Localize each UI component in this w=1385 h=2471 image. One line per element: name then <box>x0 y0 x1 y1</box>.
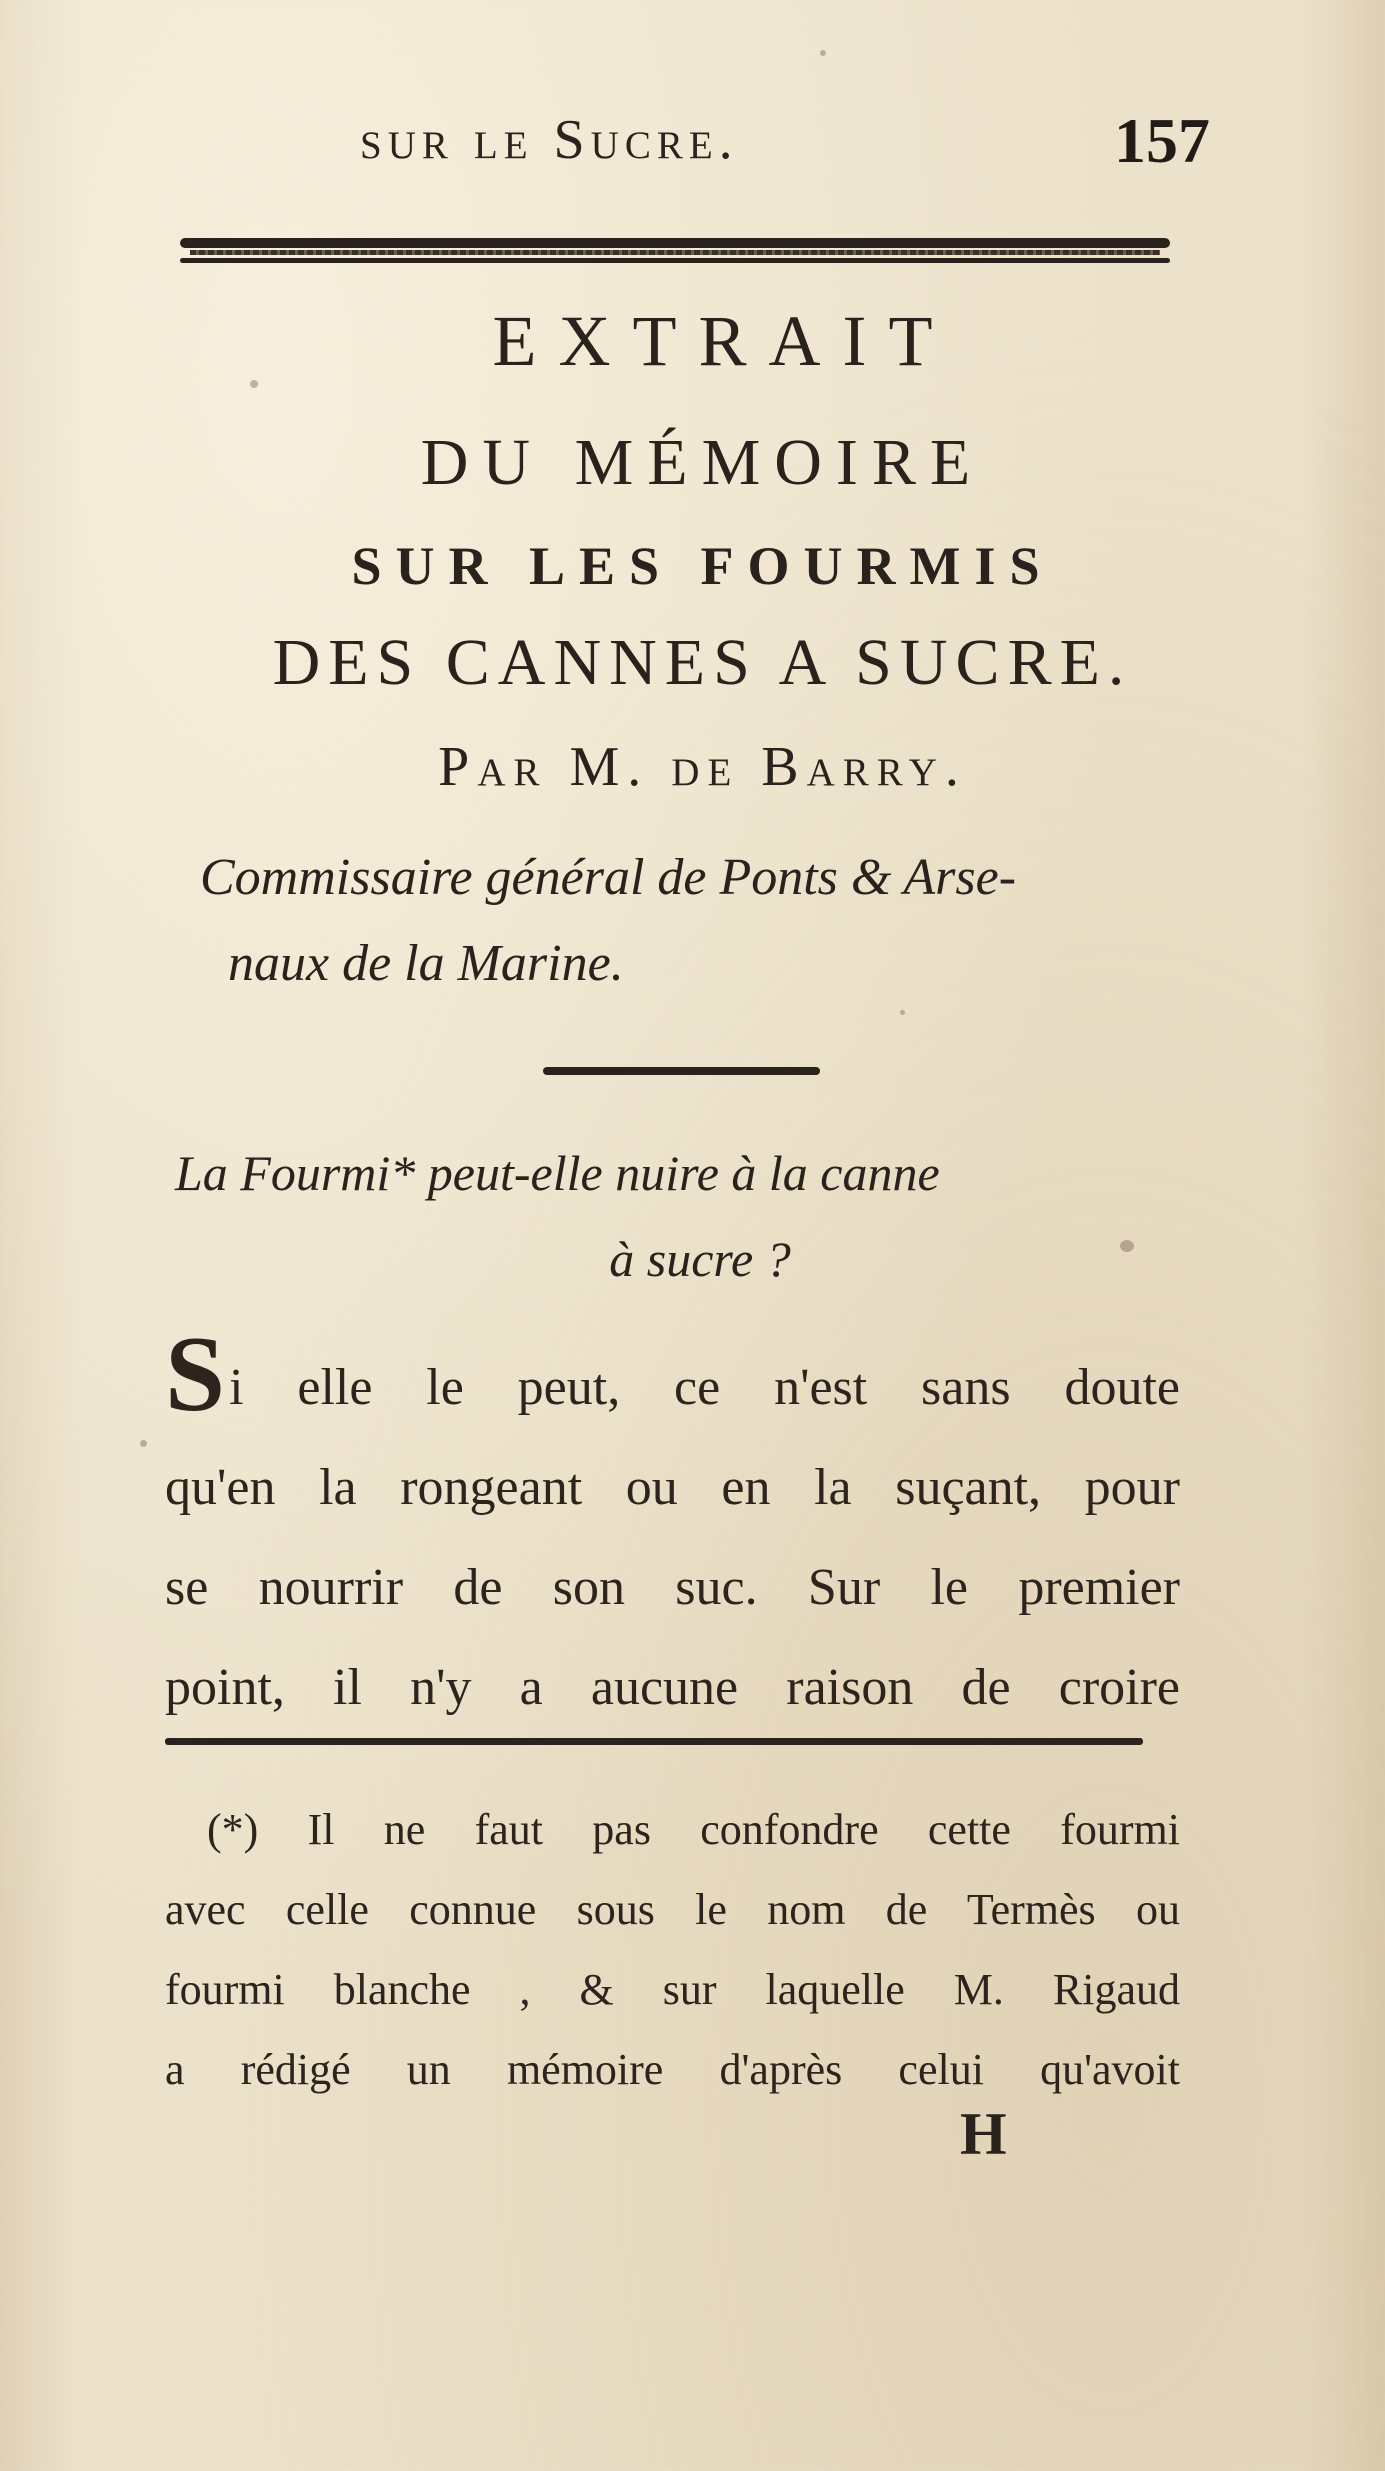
rule-thick-line <box>180 238 1170 248</box>
title-author: Par M. de Barry. <box>438 736 967 798</box>
question-line-2: à sucre ? <box>609 1231 791 1287</box>
drop-cap: S <box>165 1315 226 1434</box>
body-line-4: point, il n'y a aucune raison de croire <box>165 1659 1180 1716</box>
ornamental-rule <box>180 232 1170 270</box>
author-role <box>200 835 1200 1007</box>
footnote-line-2: avec celle connue sous le nom de Termès ou <box>165 1885 1180 1934</box>
running-title: sur le Sucre. <box>360 109 739 171</box>
paper-speck <box>140 1440 147 1447</box>
footnote-line-3: fourmi blanche , & sur laquelle M. Rigaud <box>165 1965 1180 2014</box>
body-line-2: qu'en la rongeant ou en la suçant, pour <box>165 1459 1180 1516</box>
title-memoire: DU MÉMOIRE <box>420 426 985 499</box>
body-line-1 <box>165 1315 1180 1438</box>
footnote-line-1: (*) Il ne faut pas confondre cette fourmi <box>207 1805 1180 1854</box>
running-head <box>360 100 1210 180</box>
body-line-3: se nourrir de son suc. Sur le premier <box>165 1559 1180 1616</box>
author-role-line-1: Commissaire général de Ponts & Arse- <box>200 849 1017 906</box>
paper-speck <box>820 50 826 56</box>
title-fourmis: SUR LES FOURMIS <box>351 536 1054 596</box>
body-line-1-text: i elle le peut, ce n'est sans doute <box>229 1359 1180 1416</box>
title-cannes: DES CANNES A SUCRE. <box>272 626 1133 699</box>
question-heading <box>175 1130 1185 1302</box>
paper-speck <box>900 1010 905 1015</box>
rule-decorative-line <box>190 250 1160 255</box>
body-paragraph <box>165 1315 1180 1738</box>
footnote-line-4: a rédigé un mémoire d'après celui qu'avoit <box>165 2045 1180 2094</box>
paper-speck <box>250 380 258 388</box>
signature-mark: H <box>960 2101 1007 2167</box>
paper-speck <box>1120 1240 1134 1252</box>
rule-thin-line <box>180 258 1170 263</box>
page-number: 157 <box>1114 105 1210 176</box>
footnote-rule <box>165 1738 1143 1745</box>
question-line-1: La Fourmi* peut-elle nuire à la canne <box>175 1145 940 1201</box>
footnote <box>165 1790 1180 2110</box>
title-extrait: EXTRAIT <box>492 301 955 381</box>
section-divider <box>543 1067 820 1075</box>
author-role-line-2: naux de la Marine. <box>228 935 624 992</box>
